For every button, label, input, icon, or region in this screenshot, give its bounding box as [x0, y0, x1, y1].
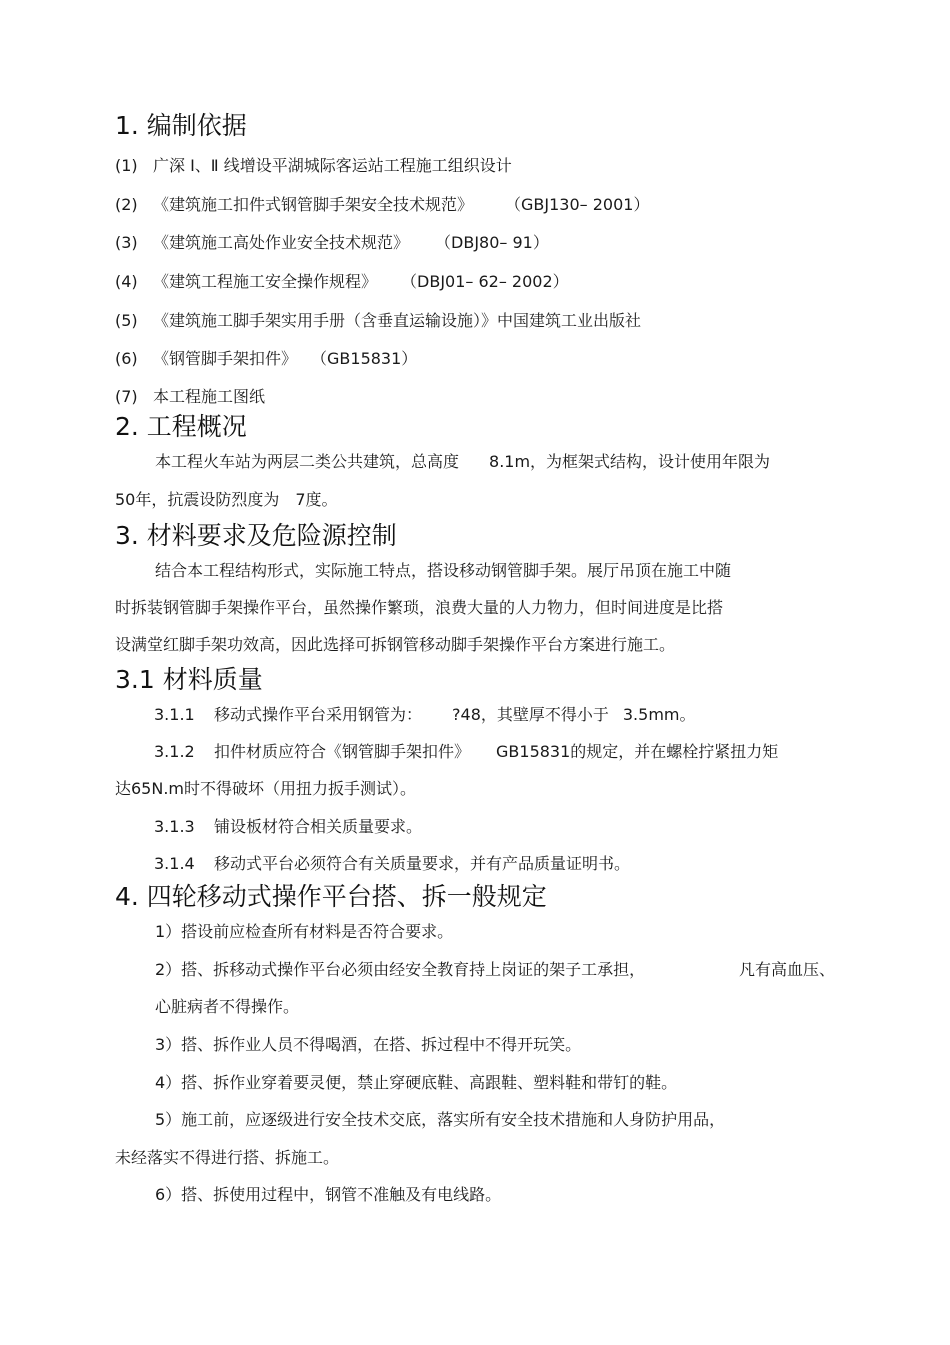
rule-item: 心脏病者不得操作。: [155, 997, 300, 1016]
text-segment: 移动式操作平台采用钢管为：: [214, 705, 423, 724]
reference-number: (1): [115, 156, 138, 175]
text-segment: 本工程火车站为两层二类公共建筑，总高度: [155, 452, 460, 471]
text-segment: 2）搭、拆移动式操作平台必须由经安全教育持上岗证的架子工承担，: [155, 960, 646, 979]
reference-text: 广深 Ⅰ、Ⅱ 线增设平湖城际客运站工程施工组织设计: [153, 156, 512, 175]
text-segment: GB15831的规定，并在螺栓拧紧扭力矩: [496, 742, 779, 761]
text-segment: 扣件材质应符合《钢管脚手架扣件》: [214, 742, 471, 761]
reference-item: [115, 386, 265, 408]
rule-item: [155, 959, 835, 981]
reference-text: 《建筑施工脚手架实用手册（含垂直运输设施）》中国建筑工业出版社: [153, 311, 642, 330]
reference-number: (3): [115, 233, 138, 252]
reference-number: (2): [115, 195, 138, 214]
reference-item: [115, 348, 417, 370]
reference-number: (4): [115, 272, 138, 291]
paragraph-line: 达65N.m时不得破坏（用扭力扳手测试）。: [115, 779, 417, 798]
reference-item: [115, 271, 569, 293]
clause-number: 3.1.1: [154, 705, 195, 724]
clause-number: 3.1.2: [154, 742, 195, 761]
rule-item: 3）搭、拆作业人员不得喝酒，在搭、拆过程中不得开玩笑。: [155, 1035, 582, 1054]
reference-item: [115, 232, 549, 254]
reference-text: 《钢管脚手架扣件》: [153, 349, 298, 368]
rule-item: 未经落实不得进行搭、拆施工。: [115, 1148, 340, 1167]
reference-number: (6): [115, 349, 138, 368]
rule-item: 6）搭、拆使用过程中，钢管不准触及有电线路。: [155, 1185, 502, 1204]
clause-item: [154, 741, 778, 763]
text-segment: 移动式平台必须符合有关质量要求，并有产品质量证明书。: [214, 854, 631, 873]
section-heading: 3.1 材料质量: [115, 665, 263, 694]
reference-item: [115, 310, 641, 332]
paragraph-line: 结合本工程结构形式，实际施工特点，搭设移动钢管脚手架。展厅吊顶在施工中随: [155, 561, 732, 580]
clause-number: 3.1.3: [154, 817, 195, 836]
rule-item: 1）搭设前应检查所有材料是否符合要求。: [155, 922, 454, 941]
reference-code: （DBJ01– 62– 2002）: [401, 272, 569, 291]
section-heading: 3. 材料要求及危险源控制: [115, 521, 397, 550]
reference-code: （GBJ130– 2001）: [505, 195, 650, 214]
reference-code: （DBJ80– 91）: [435, 233, 549, 252]
clause-number: 3.1.4: [154, 854, 195, 873]
paragraph-line: 时拆装钢管脚手架操作平台，虽然操作繁琐，浪费大量的人力物力，但时间进度是比搭: [115, 598, 724, 617]
section-heading: 1. 编制依据: [115, 111, 247, 140]
text-segment: 7度。: [295, 490, 338, 509]
text-segment: 铺设板材符合相关质量要求。: [214, 817, 423, 836]
section-heading: 2. 工程概况: [115, 412, 247, 441]
reference-number: (5): [115, 311, 138, 330]
text-segment: ?48，其壁厚不得小于: [452, 705, 609, 724]
rule-item: 5）施工前，应逐级进行安全技术交底，落实所有安全技术措施和人身防护用品，: [155, 1110, 726, 1129]
text-segment: 凡有高血压、: [738, 960, 835, 979]
reference-code: （GB15831）: [311, 349, 418, 368]
clause-item: [154, 853, 630, 875]
reference-text: 本工程施工图纸: [153, 387, 266, 406]
reference-item: [115, 155, 512, 177]
reference-text: 《建筑施工扣件式钢管脚手架安全技术规范》: [153, 195, 474, 214]
reference-number: (7): [115, 387, 138, 406]
reference-item: [115, 194, 649, 216]
paragraph-line: [155, 451, 770, 473]
reference-text: 《建筑工程施工安全操作规程》: [153, 272, 378, 291]
text-segment: 8.1m，为框架式结构，设计使用年限为: [489, 452, 771, 471]
section-heading: 4. 四轮移动式操作平台搭、拆一般规定: [115, 882, 547, 911]
reference-text: 《建筑施工高处作业安全技术规范》: [153, 233, 410, 252]
paragraph-line: [115, 489, 338, 511]
clause-item: [154, 816, 422, 838]
clause-item: [154, 704, 696, 726]
text-segment: 3.5mm。: [622, 705, 696, 724]
text-segment: 50年，抗震设防烈度为: [115, 490, 280, 509]
rule-item: 4）搭、拆作业穿着要灵便，禁止穿硬底鞋、高跟鞋、塑料鞋和带钉的鞋。: [155, 1073, 678, 1092]
paragraph-line: 设满堂红脚手架功效高，因此选择可拆钢管移动脚手架操作平台方案进行施工。: [115, 635, 676, 654]
